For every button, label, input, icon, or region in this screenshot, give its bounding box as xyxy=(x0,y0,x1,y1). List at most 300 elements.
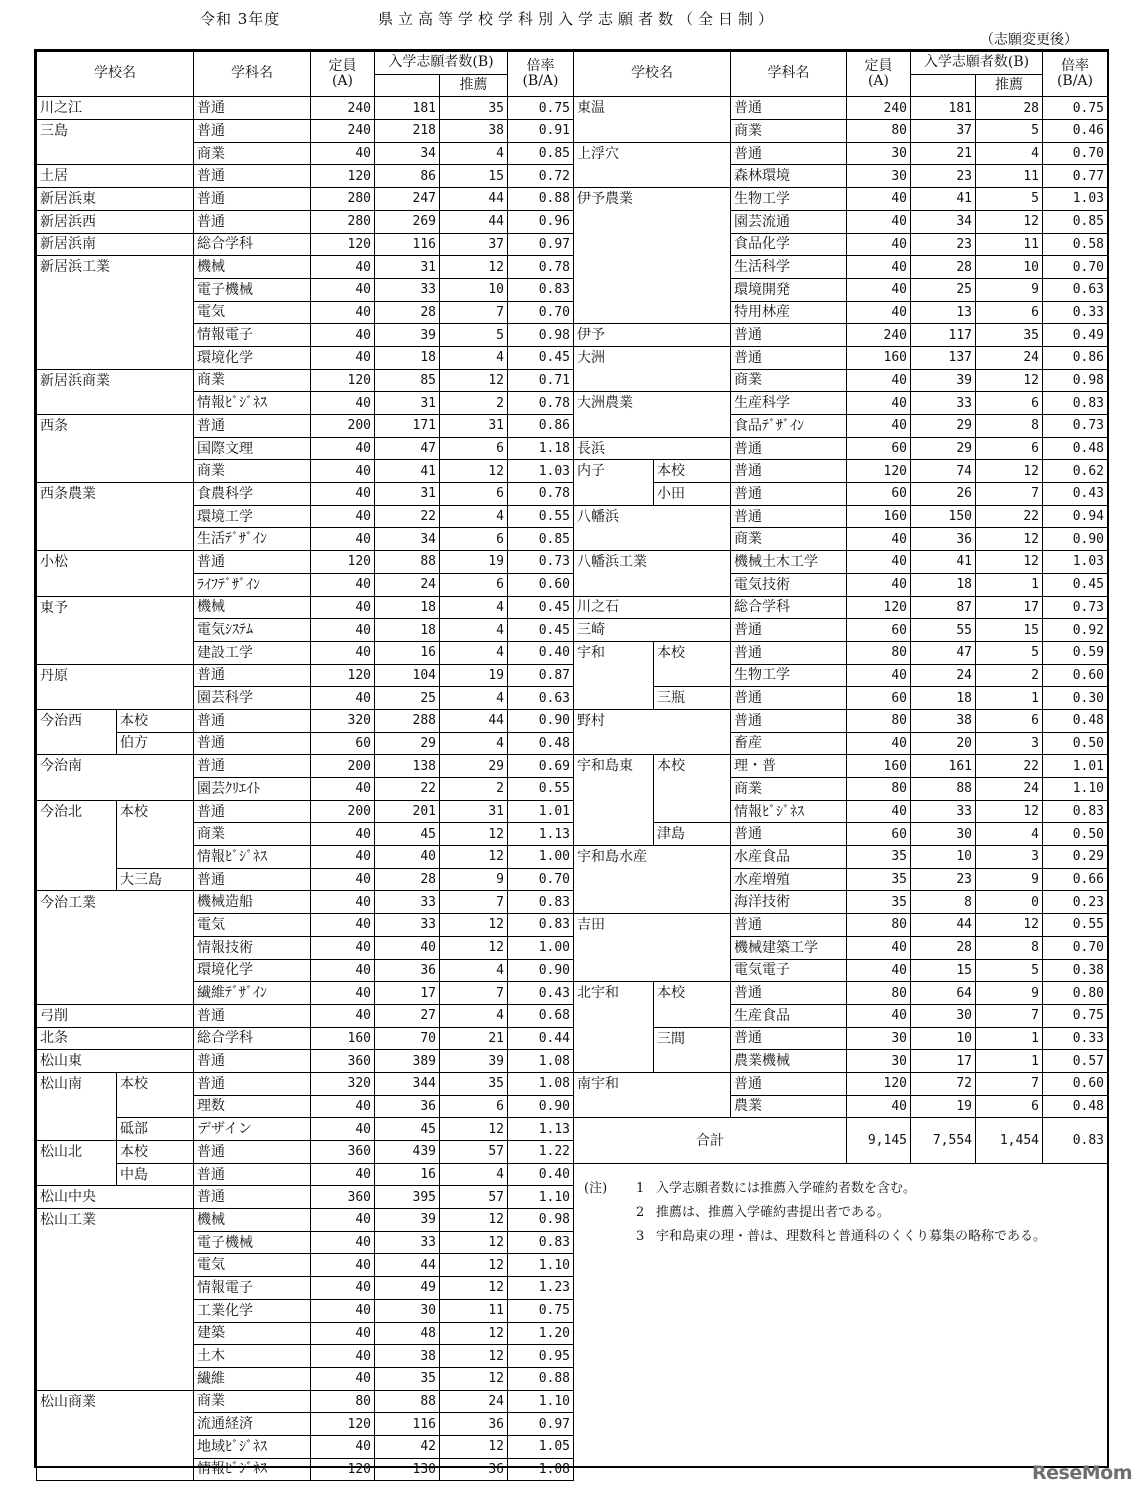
table-row xyxy=(37,437,574,460)
cell-app: 55 xyxy=(911,619,976,642)
cell-school xyxy=(574,1004,654,1027)
cell-dept: 電子機械 xyxy=(194,1231,311,1254)
cell-school xyxy=(37,1299,117,1322)
cell-cap: 40 xyxy=(311,1004,375,1027)
cell-dept: 普通 xyxy=(731,437,847,460)
cell-campus: 津島 xyxy=(654,823,731,846)
cell-campus xyxy=(654,120,731,143)
cell-ratio: 0.44 xyxy=(508,1027,574,1050)
cell-school xyxy=(37,1367,117,1390)
col-ratio-label-right: 倍率 xyxy=(1061,57,1089,74)
table-row xyxy=(37,1458,574,1481)
cell-app: 87 xyxy=(911,596,976,619)
cell-campus xyxy=(117,1458,194,1481)
cell-rec: 2 xyxy=(440,392,508,415)
cell-school: 今治南 xyxy=(37,755,117,778)
cell-ratio: 0.96 xyxy=(508,210,574,233)
table-row xyxy=(37,551,574,574)
total-cap: 9,145 xyxy=(847,1118,911,1164)
cell-rec: 57 xyxy=(440,1141,508,1164)
logo-text: ReseMom xyxy=(1032,1462,1132,1484)
cell-school: 八幡浜工業 xyxy=(574,551,654,574)
cell-campus xyxy=(117,483,194,506)
cell-app: 70 xyxy=(375,1027,440,1050)
cell-app: 17 xyxy=(375,982,440,1005)
cell-cap: 40 xyxy=(311,596,375,619)
cell-dept: 環境開発 xyxy=(731,278,847,301)
cell-dept: 情報ﾋﾞｼﾞﾈｽ xyxy=(194,846,311,869)
cell-ratio: 1.13 xyxy=(508,823,574,846)
cell-rec: 22 xyxy=(976,755,1043,778)
cell-cap: 160 xyxy=(847,755,911,778)
cell-campus xyxy=(654,551,731,574)
note-text: 宇和島東の理・普は、理数科と普通科のくくり募集の略称である。 xyxy=(656,1229,1047,1244)
page-subtitle: （志願変更後） xyxy=(980,32,1078,48)
cell-ratio: 1.03 xyxy=(1043,188,1108,211)
cell-cap: 240 xyxy=(847,97,911,120)
table-row xyxy=(574,528,1108,551)
cell-school xyxy=(574,415,654,438)
cell-dept: 普通 xyxy=(194,551,311,574)
cell-ratio: 1.10 xyxy=(508,1390,574,1413)
col-ratio-label: 倍率 xyxy=(526,57,555,74)
table-row xyxy=(574,891,1108,914)
col-ratio-unit: (B/A) xyxy=(522,73,559,90)
cell-school xyxy=(37,346,117,369)
cell-campus xyxy=(117,936,194,959)
cell-dept: 電気技術 xyxy=(731,573,847,596)
cell-app: 35 xyxy=(375,1367,440,1390)
cell-app: 104 xyxy=(375,664,440,687)
cell-dept: 普通 xyxy=(194,1072,311,1095)
cell-ratio: 1.10 xyxy=(1043,778,1108,801)
cell-cap: 40 xyxy=(847,415,911,438)
cell-dept: 普通 xyxy=(194,188,311,211)
cell-app: 28 xyxy=(911,936,976,959)
cell-rec: 5 xyxy=(976,120,1043,143)
cell-app: 18 xyxy=(375,346,440,369)
cell-app: 288 xyxy=(375,709,440,732)
cell-cap: 40 xyxy=(311,1299,375,1322)
cell-campus: 本校 xyxy=(654,755,731,778)
col-cap-right xyxy=(847,52,911,97)
cell-app: 33 xyxy=(375,914,440,937)
cell-app: 150 xyxy=(911,505,976,528)
cell-app: 18 xyxy=(375,619,440,642)
cell-school: 大洲 xyxy=(574,346,654,369)
cell-rec: 44 xyxy=(440,709,508,732)
cell-rec: 12 xyxy=(976,800,1043,823)
cell-dept: 普通 xyxy=(194,1141,311,1164)
cell-cap: 120 xyxy=(847,460,911,483)
table-row xyxy=(37,301,574,324)
cell-cap: 120 xyxy=(847,596,911,619)
cell-ratio: 1.10 xyxy=(508,1254,574,1277)
cell-dept: 電子機械 xyxy=(194,278,311,301)
cell-cap: 40 xyxy=(311,528,375,551)
cell-campus xyxy=(117,437,194,460)
cell-campus xyxy=(654,891,731,914)
cell-school xyxy=(37,142,117,165)
cell-app: 39 xyxy=(375,1209,440,1232)
table-row xyxy=(574,460,1108,483)
cell-school xyxy=(37,1277,117,1300)
cell-campus xyxy=(117,914,194,937)
cell-rec: 12 xyxy=(440,914,508,937)
cell-app: 44 xyxy=(375,1254,440,1277)
cell-dept: 商業 xyxy=(731,120,847,143)
cell-rec: 6 xyxy=(976,301,1043,324)
cell-dept: 電気 xyxy=(194,1254,311,1277)
cell-dept: 食品化学 xyxy=(731,233,847,256)
cell-rec: 4 xyxy=(440,687,508,710)
cell-campus: 本校 xyxy=(117,1072,194,1095)
cell-app: 30 xyxy=(911,1004,976,1027)
cell-cap: 40 xyxy=(847,278,911,301)
cell-ratio: 0.43 xyxy=(508,982,574,1005)
cell-school: 野村 xyxy=(574,709,654,732)
cell-rec: 4 xyxy=(976,142,1043,165)
cell-ratio: 0.33 xyxy=(1043,1027,1108,1050)
cell-app: 269 xyxy=(375,210,440,233)
col-cap-unit: (A) xyxy=(331,73,354,90)
cell-cap: 35 xyxy=(847,868,911,891)
cell-school: 松山南 xyxy=(37,1072,117,1095)
cell-campus xyxy=(117,233,194,256)
cell-ratio: 0.92 xyxy=(1043,619,1108,642)
cell-school: 宇和島水産 xyxy=(574,846,654,869)
cell-school: 新居浜西 xyxy=(37,210,117,233)
cell-ratio: 0.75 xyxy=(508,1299,574,1322)
cell-school: 今治工業 xyxy=(37,891,117,914)
cell-dept: 建築 xyxy=(194,1322,311,1345)
cell-dept: 生活ﾃﾞｻﾞｲﾝ xyxy=(194,528,311,551)
cell-cap: 40 xyxy=(311,1163,375,1186)
cell-cap: 80 xyxy=(847,778,911,801)
cell-dept: 機械土木工学 xyxy=(731,551,847,574)
cell-app: 247 xyxy=(375,188,440,211)
cell-cap: 240 xyxy=(847,324,911,347)
cell-dept: 普通 xyxy=(731,982,847,1005)
cell-app: 30 xyxy=(375,1299,440,1322)
cell-school xyxy=(37,278,117,301)
cell-dept: 園芸科学 xyxy=(194,687,311,710)
cell-cap: 40 xyxy=(847,301,911,324)
cell-rec: 29 xyxy=(440,755,508,778)
cell-rec: 12 xyxy=(440,1367,508,1390)
cell-rec: 10 xyxy=(976,256,1043,279)
cell-rec: 4 xyxy=(440,959,508,982)
cell-ratio: 0.78 xyxy=(508,256,574,279)
cell-app: 116 xyxy=(375,1413,440,1436)
col-dept: 学科名 xyxy=(194,52,311,97)
cell-cap: 160 xyxy=(847,505,911,528)
cell-app: 395 xyxy=(375,1186,440,1209)
cell-dept: 森林環境 xyxy=(731,165,847,188)
total-rec: 1,454 xyxy=(976,1118,1043,1164)
cell-campus xyxy=(117,392,194,415)
table-row xyxy=(37,1209,574,1232)
cell-app: 64 xyxy=(911,982,976,1005)
cell-ratio: 0.50 xyxy=(1043,732,1108,755)
cell-school xyxy=(574,800,654,823)
cell-cap: 40 xyxy=(311,460,375,483)
cell-ratio: 1.10 xyxy=(508,1186,574,1209)
cell-app: 22 xyxy=(375,778,440,801)
cell-campus xyxy=(654,1095,731,1118)
cell-app: 40 xyxy=(375,936,440,959)
cell-ratio: 0.29 xyxy=(1043,846,1108,869)
cell-app: 16 xyxy=(375,641,440,664)
cell-cap: 200 xyxy=(311,415,375,438)
cell-rec: 12 xyxy=(440,823,508,846)
cell-app: 36 xyxy=(375,959,440,982)
cell-rec: 12 xyxy=(440,1277,508,1300)
notes-lead: (注) xyxy=(584,1181,608,1196)
cell-campus xyxy=(117,1209,194,1232)
cell-app: 44 xyxy=(911,914,976,937)
table-row xyxy=(37,891,574,914)
cell-app: 41 xyxy=(911,188,976,211)
cell-app: 28 xyxy=(911,256,976,279)
cell-rec: 1 xyxy=(976,1027,1043,1050)
cell-ratio: 0.60 xyxy=(1043,1072,1108,1095)
cell-dept: 普通 xyxy=(194,800,311,823)
cell-ratio: 0.59 xyxy=(1043,641,1108,664)
table-row xyxy=(574,437,1108,460)
cell-app: 17 xyxy=(911,1050,976,1073)
table-row xyxy=(574,800,1108,823)
note-1 xyxy=(584,1177,1046,1201)
cell-campus: 大三島 xyxy=(117,868,194,891)
cell-school xyxy=(574,165,654,188)
cell-dept: 普通 xyxy=(194,664,311,687)
cell-cap: 40 xyxy=(311,891,375,914)
cell-school xyxy=(37,1458,117,1481)
table-row xyxy=(37,1390,574,1413)
cell-app: 85 xyxy=(375,369,440,392)
cell-app: 31 xyxy=(375,392,440,415)
cell-rec: 8 xyxy=(976,936,1043,959)
table-row xyxy=(37,1050,574,1073)
cell-cap: 200 xyxy=(311,755,375,778)
cell-rec: 12 xyxy=(440,256,508,279)
cell-cap: 35 xyxy=(847,891,911,914)
cell-school: 松山北 xyxy=(37,1141,117,1164)
cell-app: 31 xyxy=(375,483,440,506)
cell-campus xyxy=(654,505,731,528)
cell-cap: 40 xyxy=(311,142,375,165)
cell-rec: 19 xyxy=(440,664,508,687)
cell-cap: 40 xyxy=(311,301,375,324)
cell-ratio: 0.75 xyxy=(1043,97,1108,120)
table-row xyxy=(37,233,574,256)
cell-dept: 情報電子 xyxy=(194,324,311,347)
table-row xyxy=(574,936,1108,959)
cell-rec: 12 xyxy=(440,369,508,392)
cell-dept: 商業 xyxy=(731,369,847,392)
cell-ratio: 1.20 xyxy=(508,1322,574,1345)
col-cap-label-right: 定員 xyxy=(864,57,893,74)
cell-ratio: 0.73 xyxy=(508,551,574,574)
cell-school: 三崎 xyxy=(574,619,654,642)
table-row xyxy=(37,188,574,211)
cell-rec: 12 xyxy=(440,846,508,869)
table-row xyxy=(37,505,574,528)
cell-cap: 40 xyxy=(847,1004,911,1027)
cell-dept: 情報ﾋﾞｼﾞﾈｽ xyxy=(731,800,847,823)
cell-app: 41 xyxy=(375,460,440,483)
cell-campus xyxy=(654,800,731,823)
cell-school xyxy=(37,1095,117,1118)
cell-rec: 12 xyxy=(440,1118,508,1141)
cell-app: 49 xyxy=(375,1277,440,1300)
cell-school: 北条 xyxy=(37,1027,117,1050)
cell-rec: 17 xyxy=(976,596,1043,619)
cell-rec: 6 xyxy=(440,1095,508,1118)
table-row xyxy=(574,505,1108,528)
cell-ratio: 1.08 xyxy=(508,1072,574,1095)
cell-ratio: 0.68 xyxy=(508,1004,574,1027)
col-ratio xyxy=(508,52,574,97)
cell-cap: 40 xyxy=(311,936,375,959)
cell-campus xyxy=(117,755,194,778)
cell-cap: 40 xyxy=(847,210,911,233)
cell-ratio: 0.71 xyxy=(508,369,574,392)
table-row xyxy=(37,800,574,823)
cell-cap: 320 xyxy=(311,1072,375,1095)
cell-ratio: 0.58 xyxy=(1043,233,1108,256)
cell-school xyxy=(574,891,654,914)
cell-campus xyxy=(117,528,194,551)
cell-ratio: 0.70 xyxy=(1043,256,1108,279)
cell-campus xyxy=(117,188,194,211)
cell-school: 南宇和 xyxy=(574,1072,654,1095)
cell-app: 27 xyxy=(375,1004,440,1027)
cell-school xyxy=(37,846,117,869)
cell-rec: 57 xyxy=(440,1186,508,1209)
col-school: 学校名 xyxy=(37,52,194,97)
cell-cap: 40 xyxy=(311,483,375,506)
cell-cap: 40 xyxy=(847,664,911,687)
cell-ratio: 0.45 xyxy=(508,619,574,642)
cell-dept: 環境化学 xyxy=(194,346,311,369)
cell-campus xyxy=(654,278,731,301)
cell-rec: 4 xyxy=(440,505,508,528)
table-row xyxy=(37,1186,574,1209)
cell-rec: 15 xyxy=(440,165,508,188)
table-row xyxy=(574,256,1108,279)
cell-ratio: 0.85 xyxy=(508,142,574,165)
table-row xyxy=(574,1095,1108,1118)
cell-app: 20 xyxy=(911,732,976,755)
cell-rec: 39 xyxy=(440,1050,508,1073)
col-ratio-unit-right: (B/A) xyxy=(1056,73,1094,90)
cell-rec: 6 xyxy=(440,483,508,506)
cell-app: 18 xyxy=(911,573,976,596)
table-row xyxy=(37,709,574,732)
cell-cap: 40 xyxy=(311,1345,375,1368)
cell-cap: 80 xyxy=(847,914,911,937)
cell-school: 西条 xyxy=(37,415,117,438)
cell-rec: 12 xyxy=(976,551,1043,574)
col-app-blank xyxy=(375,74,440,97)
cell-campus xyxy=(117,415,194,438)
cell-school: 内子 xyxy=(574,460,654,483)
table-row xyxy=(574,415,1108,438)
cell-rec: 4 xyxy=(440,596,508,619)
cell-cap: 160 xyxy=(847,346,911,369)
cell-rec: 7 xyxy=(440,301,508,324)
cell-app: 138 xyxy=(375,755,440,778)
note-2 xyxy=(584,1201,1046,1225)
table-row xyxy=(574,188,1108,211)
cell-app: 25 xyxy=(375,687,440,710)
table-row xyxy=(37,1367,574,1390)
cell-dept: 普通 xyxy=(194,1050,311,1073)
cell-school: 今治北 xyxy=(37,800,117,823)
table-row xyxy=(37,460,574,483)
cell-rec: 12 xyxy=(440,1345,508,1368)
table-row xyxy=(574,619,1108,642)
cell-dept: 商業 xyxy=(194,142,311,165)
cell-school: 宇和 xyxy=(574,641,654,664)
cell-rec: 5 xyxy=(976,188,1043,211)
table-row xyxy=(37,369,574,392)
cell-ratio: 1.08 xyxy=(508,1050,574,1073)
cell-app: 130 xyxy=(375,1458,440,1481)
cell-cap: 120 xyxy=(311,233,375,256)
cell-app: 21 xyxy=(911,142,976,165)
cell-cap: 40 xyxy=(847,573,911,596)
table-row xyxy=(37,846,574,869)
cell-school: 松山商業 xyxy=(37,1390,117,1413)
cell-rec: 1 xyxy=(976,1050,1043,1073)
cell-campus xyxy=(117,142,194,165)
cell-ratio: 1.01 xyxy=(508,800,574,823)
cell-school xyxy=(37,1345,117,1368)
cell-school xyxy=(37,619,117,642)
cell-school: 新居浜商業 xyxy=(37,369,117,392)
table-row xyxy=(574,914,1108,937)
cell-campus xyxy=(654,868,731,891)
cell-dept: 総合学科 xyxy=(194,1027,311,1050)
cell-school: 松山東 xyxy=(37,1050,117,1073)
cell-dept: 食農科学 xyxy=(194,483,311,506)
table-row xyxy=(37,823,574,846)
cell-campus xyxy=(654,165,731,188)
cell-campus xyxy=(117,1231,194,1254)
cell-app: 39 xyxy=(911,369,976,392)
cell-rec: 11 xyxy=(976,233,1043,256)
total-app: 7,554 xyxy=(911,1118,976,1164)
cell-school: 伊予農業 xyxy=(574,188,654,211)
cell-rec: 44 xyxy=(440,188,508,211)
cell-dept: 水産増殖 xyxy=(731,868,847,891)
cell-campus xyxy=(654,959,731,982)
cell-dept: 普通 xyxy=(194,1004,311,1027)
col-school-right: 学校名 xyxy=(574,52,731,97)
cell-ratio: 1.13 xyxy=(508,1118,574,1141)
cell-ratio: 0.85 xyxy=(1043,210,1108,233)
cell-dept: 商業 xyxy=(194,369,311,392)
table-row xyxy=(37,415,574,438)
cell-rec: 4 xyxy=(440,346,508,369)
cell-school xyxy=(37,1231,117,1254)
cell-campus xyxy=(117,369,194,392)
cell-rec: 6 xyxy=(440,437,508,460)
cell-campus xyxy=(654,1050,731,1073)
